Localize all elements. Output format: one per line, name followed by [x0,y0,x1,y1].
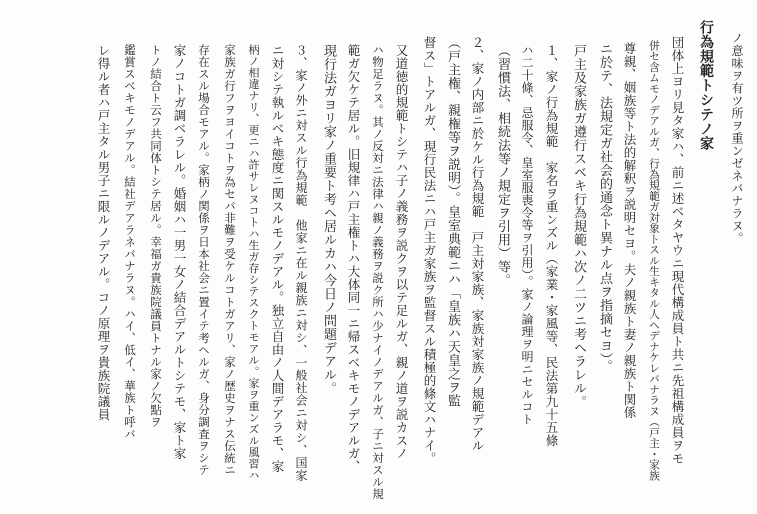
text-column-19: ニ対シテ執ルベキ態度ニ関スルモノデアル。独立自由ノ人間デアラモ、家 [270,44,285,473]
text-column-6: ニ於テ、法規定ガ社会的通念ト異ナル点ヲ指摘セヨ）。 [597,42,612,373]
text-column-9: ハ二十條、忌服令、皇室服喪令等ヲ引用）。家ノ論理ヲ明ニセルコト [520,44,534,426]
text-column-23: 家ノコトガ調ベラレル。婚姻ハ一男一女ノ結合デアルトシテモ、家ト家 [172,44,187,460]
text-column-4: 併セ含ムモノデアルガ、行為規範ガ対象トスル生キタル人ヘデナケレバナラヌ（戸主・家族 [648,40,661,481]
text-column-1: ノ意味ヲ有ツ所ヲ重ンゼネバナラヌ。 [730,32,744,245]
text-column-3: 団体上ヨリ見タ家ハ、前ニ述ベタヤウニ現代構成員ト共ニ先祖構成員ヲモ [670,36,685,465]
text-column-11: ２、家ノ内部ニ於ケル行為規範 戸主対家族、家族対家族ノ規範デアル [470,36,485,452]
text-column-18: ３、家ノ外ニ対スル行為規範 他家ニ在ル親族ニ対シ、一般社会ニ対シ、国家 [294,44,308,482]
text-column-14: 又道徳的規範トシテハ子ノ義務ヲ説クヲ以テ足ルガ、親ノ道ヲ説カスノ [394,44,409,460]
text-column-17: 現行法ガヨリ家ノ重要ト考ヘ居ルカハ今日ノ問題デアル。 [321,44,336,395]
text-column-10: （習慣法、相続法等ノ規定ヲ引用）等。 [495,44,510,287]
text-column-7: 戸主及家族ガ遵行スベキ行為規範ハ次ノ二ツニ考ヘラレル。 [571,44,586,409]
text-column-8: １、家ノ行為規範 家名ヲ重ンズル（家業・家風等、民法第九十五條 [544,44,559,447]
text-column-16: 範ガ欠ケテ居ル。旧規律ハ戸主権トハ大体同一ニ帰スベキモノデアルガ、 [346,44,361,473]
section-heading: 行為規範トシテノ家 [698,20,714,151]
text-column-13: 督ス」トアルガ、現行民法ニハ戸主ガ家族ヲ監督スル積極的條文ハナイ。 [422,36,437,465]
text-column-12: （戸主権、親権等ヲ説明）。皇室典範ニハ「皇族ハ天皇之ヲ監 [445,36,460,408]
text-column-25: 鑑賞スベキモノデアル。結社デアラネバナラヌ。ハイ、低イ、華族ト呼バ [123,44,137,440]
text-column-26: レ得ル者ハ戸主タル男子ニ限ルノデアル。コノ原理ヲ貴族院議員 [96,44,111,421]
text-column-20: 柄ノ相違ナリ、更ニハ許サレヌコトハ生ガ存シテスクトモアル。家ヲ重ンズル風習ハ [247,44,260,481]
text-column-5: 尊親、姻族等ト法的解釈ヲ説明セヨ。夫ノ親族ト妻ノ親族ト関係 [622,42,637,419]
text-column-24: トノ結合ト云フ共同体トシテ居ル。幸福ガ貴族院議員トナル家ノ欠點ヲ [149,44,163,428]
text-column-21: 家族ガ行フヲヨイコトヲ為セバ非難ヲ受ケルコトガアリ、家ノ歴史ヲナス伝統ニ [223,44,237,476]
text-column-15: ハ物足ラヌ。其ノ反対ニ法律ハ親ノ義務ヲ説ク所ハ少ナイノデアルガ、子ニ対スル規 [371,44,385,500]
text-column-22: 存在スル場合モアル。家柄ノ関係ヲ日本社会ニ置イテ考ヘルガ、身分調査ヲシテ [197,44,211,476]
